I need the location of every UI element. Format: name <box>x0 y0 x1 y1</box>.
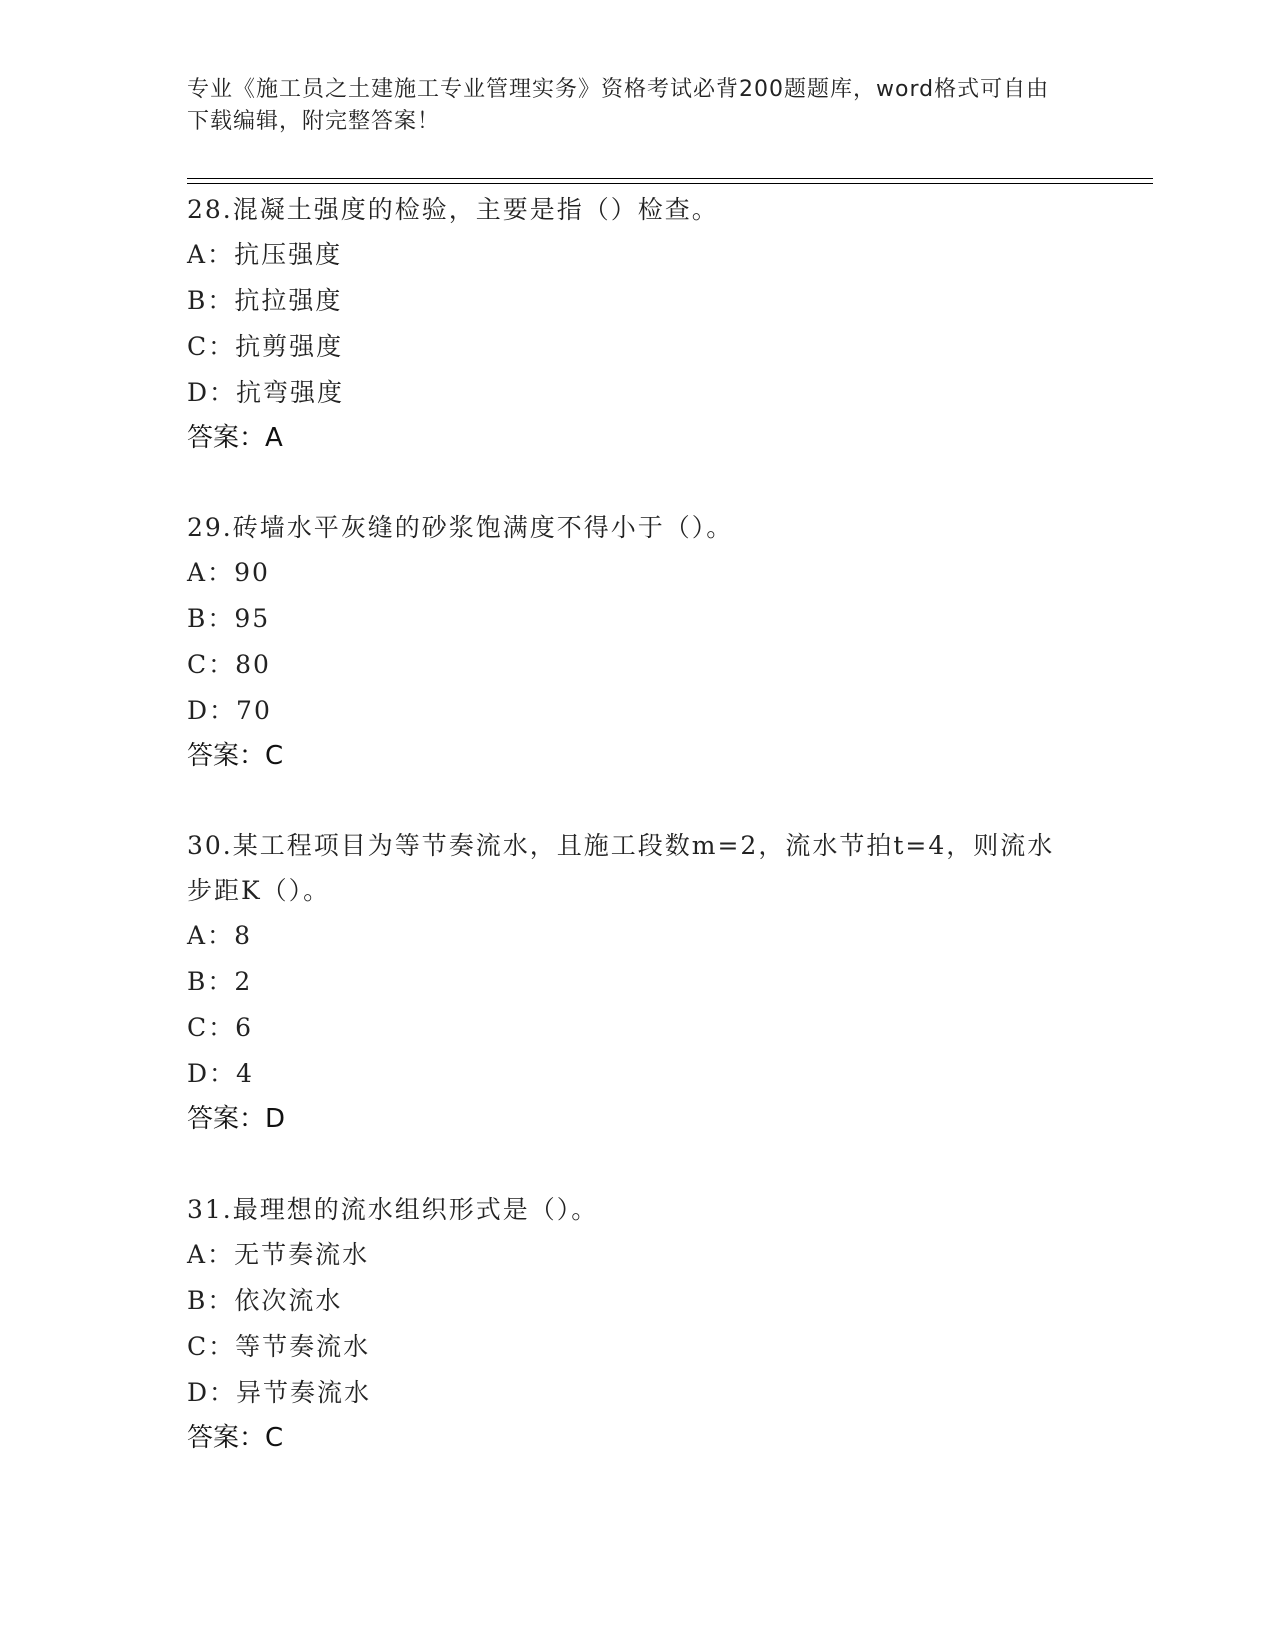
option-key: B： <box>187 967 235 996</box>
option-text: 无节奏流水 <box>234 1240 370 1269</box>
option-d <box>187 1370 1067 1416</box>
option-key: C： <box>187 1013 236 1042</box>
option-text: 抗弯强度 <box>236 378 345 407</box>
option-a <box>187 913 1067 959</box>
option-b <box>187 278 1067 324</box>
option-key: D： <box>187 1378 237 1407</box>
answer-line: 答案：D <box>187 1104 286 1134</box>
option-d <box>187 688 1067 734</box>
question-stem: 30.某工程项目为等节奏流水，且施工段数m=2，流水节拍t=4，则流水步距K（）。 <box>187 831 1055 905</box>
answer-line: 答案：C <box>187 741 284 771</box>
option-key: C： <box>187 650 236 679</box>
option-text: 6 <box>235 1013 254 1042</box>
option-a <box>187 1232 1067 1278</box>
option-text: 2 <box>234 967 253 996</box>
option-key: C： <box>187 332 236 361</box>
option-text: 80 <box>235 650 271 679</box>
option-text: 70 <box>236 696 272 725</box>
option-key: A： <box>187 921 235 950</box>
option-text: 异节奏流水 <box>236 1378 372 1407</box>
option-c <box>187 642 1067 688</box>
header-divider-bottom <box>187 183 1153 184</box>
question-29 <box>187 505 1067 780</box>
option-key: D： <box>187 378 237 407</box>
answer-line: 答案：C <box>187 1423 284 1453</box>
option-b <box>187 596 1067 642</box>
option-c <box>187 1005 1067 1051</box>
question-stem: 28.混凝土强度的检验，主要是指（）检查。 <box>187 195 719 224</box>
option-text: 90 <box>234 558 270 587</box>
question-stem: 31.最理想的流水组织形式是（）。 <box>187 1195 599 1224</box>
option-key: D： <box>187 1059 237 1088</box>
option-key: A： <box>187 558 235 587</box>
option-text: 抗压强度 <box>234 240 343 269</box>
option-key: A： <box>187 240 235 269</box>
option-key: B： <box>187 286 235 315</box>
option-c <box>187 1324 1067 1370</box>
question-30 <box>187 823 1067 1143</box>
option-text: 抗剪强度 <box>235 332 344 361</box>
option-text: 95 <box>234 604 271 633</box>
option-key: A： <box>187 1240 235 1269</box>
option-key: D： <box>187 696 237 725</box>
document-intro: 专业《施工员之土建施工专业管理实务》资格考试必背200题题库，word格式可自由下载编辑，附完整答案！ <box>187 77 1050 134</box>
option-key: B： <box>187 604 235 633</box>
option-b <box>187 959 1067 1005</box>
answer-line: 答案：A <box>187 423 283 453</box>
option-d <box>187 370 1067 416</box>
option-a <box>187 232 1067 278</box>
question-28 <box>187 187 1067 462</box>
option-key: C： <box>187 1332 236 1361</box>
option-text: 4 <box>236 1059 254 1088</box>
header-divider-top <box>187 178 1153 179</box>
option-text: 抗拉强度 <box>234 286 343 315</box>
option-text: 依次流水 <box>234 1286 343 1315</box>
option-text: 8 <box>234 921 252 950</box>
question-stem: 29.砖墙水平灰缝的砂浆饱满度不得小于（）。 <box>187 513 734 542</box>
option-c <box>187 324 1067 370</box>
option-a <box>187 550 1067 596</box>
option-b <box>187 1278 1067 1324</box>
option-d <box>187 1051 1067 1097</box>
option-key: B： <box>187 1286 235 1315</box>
option-text: 等节奏流水 <box>235 1332 371 1361</box>
question-31 <box>187 1187 1067 1462</box>
